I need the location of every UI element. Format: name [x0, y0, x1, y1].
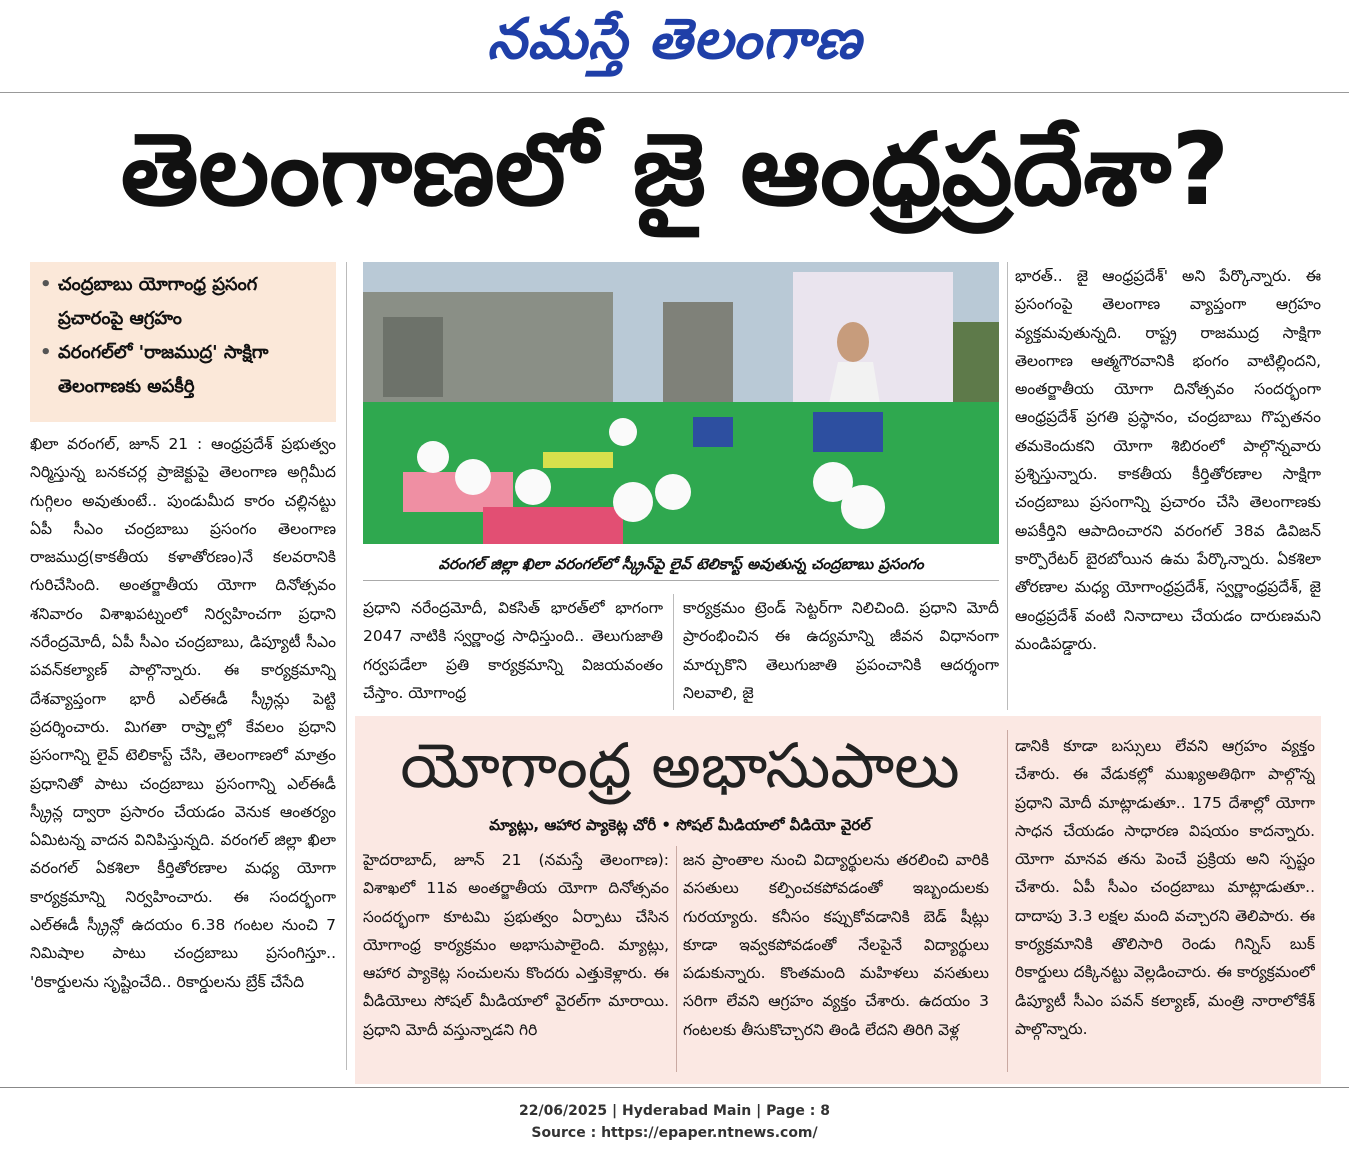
bullet-box	[30, 262, 336, 422]
bullet-item: • వరంగల్‌లో 'రాజముద్ర' సాక్షిగా తెలంగాణకు అపకీర్తి	[40, 336, 326, 404]
footer	[0, 1100, 1349, 1144]
sidebar-column-3: డానికి కూడా బస్సులు లేవని ఆగ్రహం వ్యక్తం చేశారు. ఈ వేడుకల్లో ముఖ్యఅతిథిగా పాల్గొన్న ప్రధాని మోదీ మాట్లాడుతూ.. 175 దేశాల్లో యోగా సాధన చేయడం సాధారణ విషయం కాదన్నారు. యోగా మానవ తను పెంచే ప్రక్రియ అని స్పష్టం చేశారు. ఏపీ సీఎం చంద్రబాబు మాట్లాడుతూ.. దాదాపు 3.3 లక్షల మంది వచ్చారని తెలిపారు. ఈ కార్యక్రమానికి తొలిసారి రెండు గిన్నిస్ బుక్ రికార్డులు దక్కినట్టు వెల్లడించారు. ఈ కార్యక్రమంలో డిప్యూటీ సీఎం పవన్ కల్యాణ్, మంత్రి నారాలోకేశ్ పాల్గొన్నారు.	[1015, 737, 1315, 1038]
column-divider	[1007, 262, 1008, 710]
bullet-item: • చంద్రబాబు యోగాంధ్ర ప్రసంగ ప్రచారంపై ఆగ్రహం	[40, 268, 326, 336]
masthead-title: నమస్తే తెలంగాణ	[487, 6, 862, 72]
column-divider	[346, 262, 347, 1070]
sidebar-headline: యోగాంధ్ర అభాసుపాలు	[400, 729, 960, 802]
article-column-1: ఖిలా వరంగల్, జూన్ 21 : ఆంధ్రప్రదేశ్ ప్రభుత్వం నిర్మిస్తున్న బనకచర్ల ప్రాజెక్టుపై తెలంగాణ అగ్గిమీద గుగ్గిలం అవుతుంటే.. పుండుమీద కారం చల్లినట్టు ఏపీ సీఎం చంద్రబాబు ప్రసంగం తెలంగాణ రాజముద్ర(కాకతీయ కళాతోరణం)నే కలవరానికి గురిచేసింది. అంతర్జాతీయ యోగా దినోత్సవం శనివారం విశాఖపట్నంలో నిర్వహించగా ప్రధాని నరేంద్రమోదీ, ఏపీ సీఎం చంద్రబాబు, డిప్యూటీ సీఎం పవన్‌కల్యాణ్ పాల్గొన్నారు. ఈ కార్యక్రమాన్ని దేశవ్యాప్తంగా భారీ ఎల్ఈడీ స్క్రీన్లు పెట్టి ప్రదర్శించారు. మిగతా రాష్ర్టాల్లో కేవలం ప్రధాని ప్రసంగాన్ని లైవ్ టెలికాస్ట్ చేసి, తెలంగాణలో మాత్రం ప్రధానితో పాటు చంద్రబాబు ప్రసంగాన్ని ఎల్ఈడీ స్క్రీన్ల ద్వారా ప్రసారం చేయడం వెనుక ఆంతర్యం ఏమిటన్న వాదన వినిపిస్తున్నది. వరంగల్ జిల్లా ఖిలా వరంగల్ ఏకశిలా కీర్తితోరణాల మధ్య యోగా కార్యక్రమాన్ని నిర్వహించారు. ఈ సందర్భంగా ఎల్ఈడీ స్క్రీన్లో ఉదయం 6.38 గంటల నుంచి 7 నిమిషాల పాటు చంద్రబాబు ప్రసంగిస్తూ.. 'రికార్డులను సృష్టించేది.. రికార్డులను బ్రేక్ చేసేది	[30, 435, 336, 991]
footer-date-edition: 22/06/2025 | Hyderabad Main | Page : 8	[518, 1103, 831, 1119]
footer-source: Source : https://epaper.ntnews.com/	[531, 1125, 818, 1141]
yoga-event-photo	[363, 262, 999, 544]
column-divider	[673, 594, 674, 710]
column-divider	[1007, 730, 1008, 1072]
bullet-text: వరంగల్‌లో 'రాజముద్ర' సాక్షిగా తెలంగాణకు అపకీర్తి	[58, 342, 269, 397]
article-column-4: భారత్.. జై ఆంధ్రప్రదేశ్' అని పేర్కొన్నారు. ఈ ప్రసంగంపై తెలంగాణ వ్యాప్తంగా ఆగ్రహం వ్యక్తమవుతున్నది. రాష్ట్ర రాజముద్ర సాక్షిగా తెలంగాణ ఆత్మగౌరవానికి భంగం వాటిల్లిందని, అంతర్జాతీయ యోగా దినోత్సవం సందర్భంగా ఆంధ్రప్రదేశ్ ప్రగతి ప్రస్థానం, చంద్రబాబు గొప్పతనం తమకెందుకని యోగా శిబిరంలో పాల్గొన్నవారు ప్రశ్నిస్తున్నారు. కాకతీయ కీర్తితోరణాల సాక్షిగా చంద్రబాబు ప్రసంగాన్ని ప్రచారం చేసి తెలంగాణకు అపకీర్తిని ఆపాదించారని వరంగల్ 38వ డివిజన్ కార్పొరేటర్ బైరబోయిన ఉమ పేర్కొన్నారు. ఏకశిలా తోరణాల మధ్య యోగాంధ్రప్రదేశ్, స్వర్ణాంధ్రప్రదేశ్, జై ఆంధ్రప్రదేశ్ వంటి నినాదాలు చేయడం దారుణమని మండిపడ్డారు.	[1015, 267, 1321, 653]
masthead-divider	[0, 92, 1349, 93]
news-photo	[363, 262, 999, 544]
masthead	[0, 0, 1349, 90]
column-divider	[676, 846, 677, 1072]
bullet-text: చంద్రబాబు యోగాంధ్ర ప్రసంగ ప్రచారంపై ఆగ్రహం	[58, 274, 258, 329]
sidebar-column-1: హైదరాబాద్, జూన్ 21 (నమస్తే తెలంగాణ): విశాఖలో 11వ అంతర్జాతీయ యోగా దినోత్సవం సందర్భంగా కూటమి ప్రభుత్వం ఏర్పాటు చేసిన యోగాంధ్ర కార్యక్రమం అభాసుపాలైంది. మ్యాట్లు, ఆహార ప్యాకెట్ల సంచులను కొందరు ఎత్తుకెళ్లారు. ఈ వీడియోలు సోషల్ మీడియాలో వైరల్‌గా మారాయి. ప్రధాని మోదీ వస్తున్నాడని గిరి	[363, 851, 669, 1039]
photo-caption: వరంగల్ జిల్లా ఖిలా వరంగల్‌లో స్క్రీన్‌పై లైవ్ టెలికాస్ట్ అవుతున్న చంద్రబాబు ప్రసంగం	[363, 548, 999, 581]
footer-divider	[0, 1087, 1349, 1088]
article-column-2: ప్రధాని నరేంద్రమోదీ, వికసిత్ భారత్‌లో భాగంగా 2047 నాటికి స్వర్ణాంధ్ర సాధిస్తుంది.. తెలుగుజాతి గర్వపడేలా ప్రతి కార్యక్రమాన్ని విజయవంతం చేస్తాం. యోగాంధ్ర	[363, 599, 663, 702]
sidebar-deck: మ్యాట్లు, ఆహార ప్యాకెట్ల చోరీ • సోషల్ మీడియాలో వీడియో వైరల్	[489, 816, 871, 834]
article-column-3: కార్యక్రమం ట్రెండ్ సెట్టర్‌గా నిలిచింది. ప్రధాని మోదీ ప్రారంభించిన ఈ ఉద్యమాన్ని జీవన విధానంగా మార్చుకొని తెలుగుజాతి ప్రపంచానికి ఆదర్శంగా నిలవాలి, జై	[683, 599, 999, 702]
headline: తెలంగాణలో జై ఆంధ్రప్రదేశా?	[120, 111, 1230, 228]
sidebar-column-2: జన ప్రాంతాల నుంచి విద్యార్థులను తరలించి వారికి వసతులు కల్పించకపోవడంతో ఇబ్బందులకు గురయ్యారు. కనీసం కప్పుకోవడానికి బెడ్ షీట్లు కూడా ఇవ్వకపోవడంతో నేలపైనే విద్యార్థులు పడుకున్నారు. కొంతమంది మహిళలు వసతులు సరిగా లేవని ఆగ్రహం వ్యక్తం చేశారు. ఉదయం 3 గంటలకు తీసుకొచ్చారని తిండి లేదని తిరిగి వెళ్ల	[683, 851, 989, 1039]
